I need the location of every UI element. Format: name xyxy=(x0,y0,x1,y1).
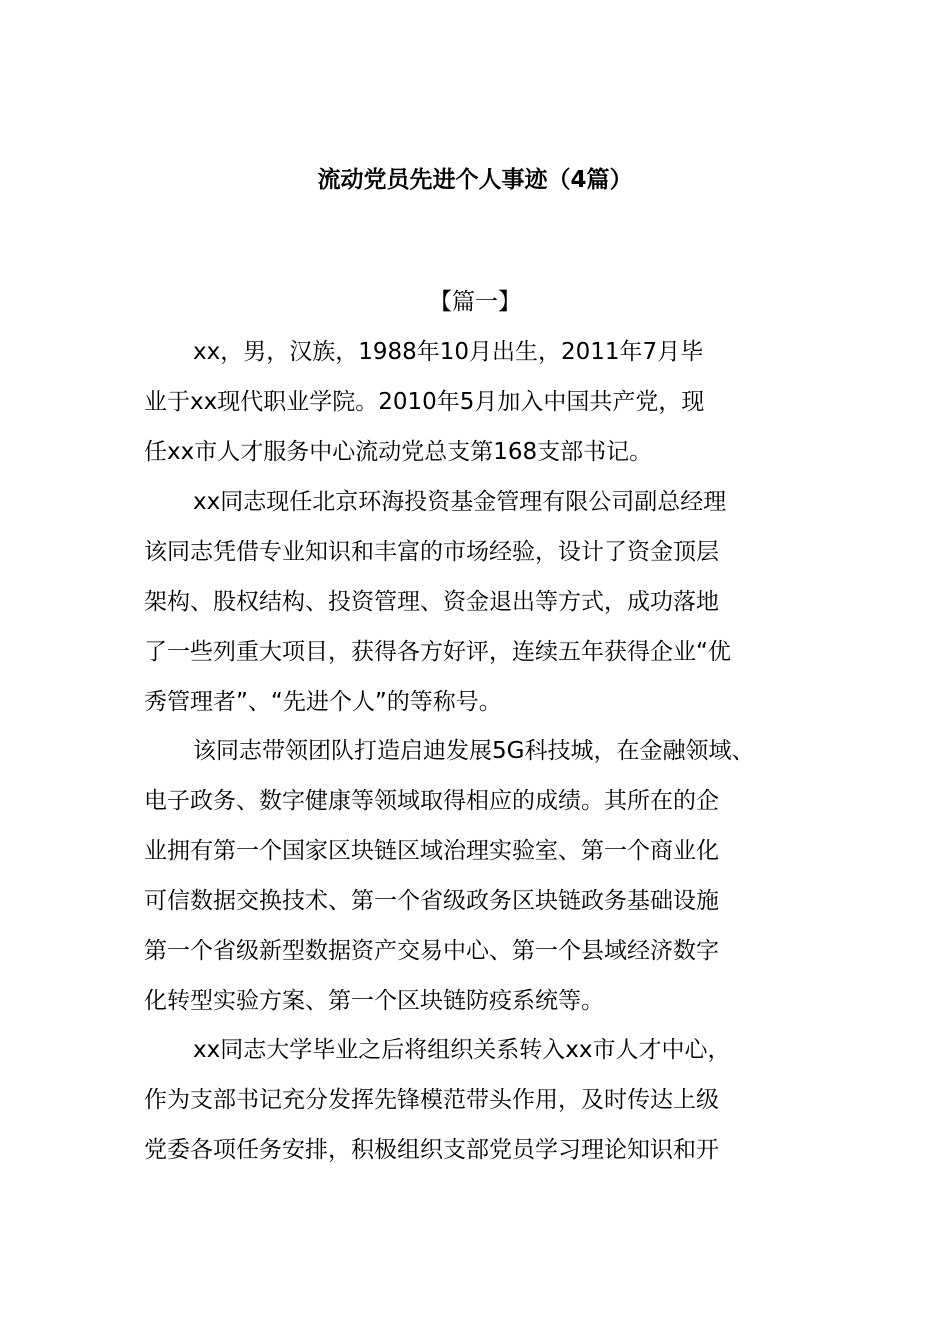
paragraph-line: 第一个省级新型数据资产交易中心、第一个县域经济数字 xyxy=(144,938,719,964)
document-title: 流动党员先进个人事迹（4篇） xyxy=(317,167,633,193)
paragraph-line: 秀管理者”、“先进个人”的等称号。 xyxy=(144,689,502,715)
paragraph-line: 该同志凭借专业知识和丰富的市场经验，设计了资金顶层 xyxy=(144,539,719,565)
paragraph-line: 党委各项任务安排，积极组织支部党员学习理论知识和开 xyxy=(144,1137,719,1163)
paragraph-line: 了一些列重大项目，获得各方好评，连续五年获得企业“优 xyxy=(144,639,731,665)
paragraph-line: 作为支部书记充分发挥先锋模范带头作用，及时传达上级 xyxy=(144,1087,719,1113)
paragraph-line: 架构、股权结构、投资管理、资金退出等方式，成功落地 xyxy=(144,589,719,615)
paragraph-line: xx同志大学毕业之后将组织关系转入xx市人才中心， xyxy=(193,1037,731,1063)
paragraph-line: 化转型实验方案、第一个区块链防疫系统等。 xyxy=(144,988,604,1014)
section-heading: 【篇一】 xyxy=(429,289,521,315)
paragraph-line: 可信数据交换技术、第一个省级政务区块链政务基础设施 xyxy=(144,888,719,914)
paragraph-line: 该同志带领团队打造启迪发展5G科技城，在金融领域、 xyxy=(193,738,755,764)
paragraph-line: xx同志现任北京环海投资基金管理有限公司副总经理 xyxy=(193,489,727,515)
paragraph-line: 电子政务、数字健康等领域取得相应的成绩。其所在的企 xyxy=(144,788,719,814)
paragraph-line: xx，男，汉族，1988年10月出生，2011年7月毕 xyxy=(193,339,704,365)
paragraph-line: 业于xx现代职业学院。2010年5月加入中国共产党，现 xyxy=(144,389,705,415)
paragraph-line: 业拥有第一个国家区块链区域治理实验室、第一个商业化 xyxy=(144,838,719,864)
paragraph-line: 任xx市人才服务中心流动党总支第168支部书记。 xyxy=(144,439,653,465)
